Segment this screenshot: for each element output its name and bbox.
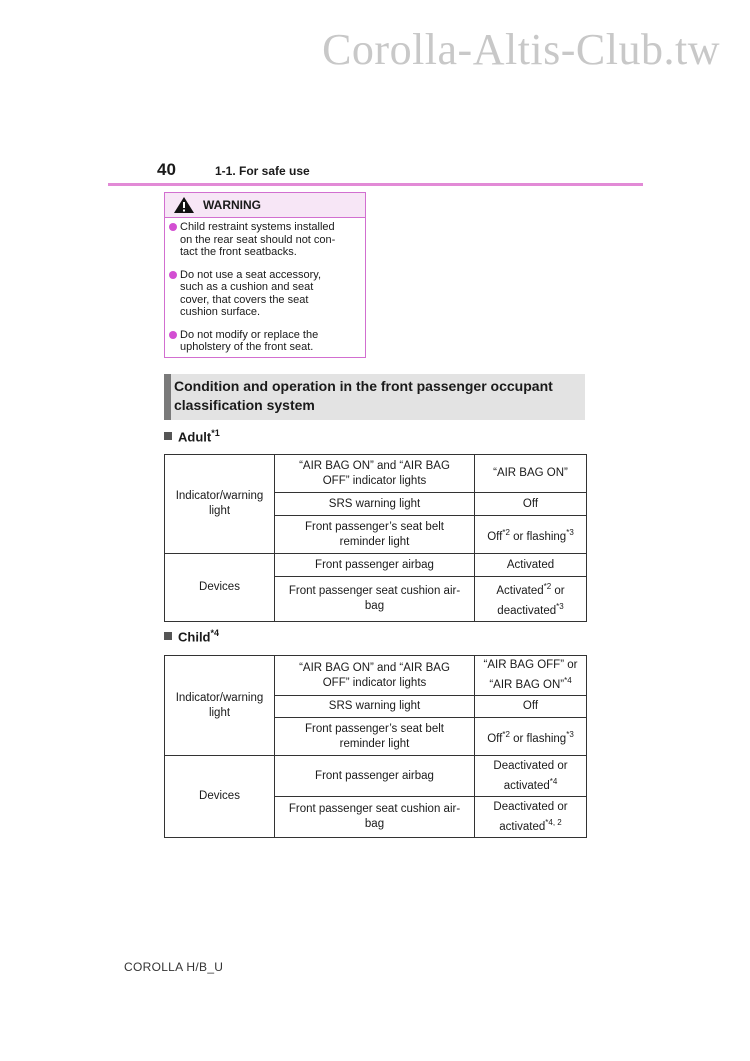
value-cell: Off [475, 493, 587, 516]
table-row [165, 656, 587, 696]
warning-text: Do not use a seat accessory, such as a cushion and seat cover, that covers the seat cushion surface. [180, 268, 322, 318]
page-header [108, 160, 643, 186]
value-cell: Off [475, 696, 587, 718]
value-cell: Off$^{*2}$ or flashing$^{*3}$ [475, 718, 587, 756]
value-cell: Off$^{*2}$ or flashing$^{*3}$ [475, 516, 587, 554]
item-cell: Front passenger seat cushion air- bag [275, 577, 475, 622]
item-cell: SRS warning light [275, 493, 475, 516]
adult-heading: Adult$^{*1}$ [164, 428, 220, 444]
condition-heading: Condition and operation in the front passenger occupant classification system [164, 374, 585, 420]
bullet-icon [169, 331, 177, 339]
adult-table [164, 454, 587, 622]
item-cell: SRS warning light [275, 696, 475, 718]
item-cell: Front passenger airbag [275, 756, 475, 797]
warning-text: Child restraint systems installed on the rear seat should not con- tact the front seatbacks. [180, 221, 336, 258]
value-cell: Deactivated or activated$^{*4, 2}$ [475, 797, 587, 838]
item-cell: “AIR BAG ON” and “AIR BAG OFF” indicator lights [275, 455, 475, 493]
child-table [164, 655, 587, 838]
warning-title: WARNING [203, 198, 261, 212]
group-cell: Indicator/warning light [165, 656, 275, 756]
bullet-icon [169, 271, 177, 279]
item-cell: Front passenger’s seat belt reminder light [275, 718, 475, 756]
bullet-icon [169, 223, 177, 231]
watermark: Corolla-Altis-Club.tw [322, 25, 720, 74]
value-cell: Deactivated or activated$^{*4}$ [475, 756, 587, 797]
item-cell: Front passenger seat cushion air- bag [275, 797, 475, 838]
value-cell: “AIR BAG ON” [475, 455, 587, 493]
value-cell: “AIR BAG OFF” or “AIR BAG ON”$^{*4}$ [475, 656, 587, 696]
table-row [165, 554, 587, 577]
warning-box [164, 192, 366, 358]
value-cell: Activated$^{*2}$ or deactivated$^{*3}$ [475, 577, 587, 622]
square-bullet-icon [164, 432, 172, 440]
table-row [165, 455, 587, 493]
group-cell: Devices [165, 756, 275, 838]
warning-text: Do not modify or replace the upholstery of the front seat. [180, 328, 319, 353]
warning-triangle-icon [173, 196, 195, 214]
square-bullet-icon [164, 632, 172, 640]
value-cell: Activated [475, 554, 587, 577]
item-cell: Front passenger airbag [275, 554, 475, 577]
warning-item [169, 269, 359, 319]
warning-list [165, 218, 365, 354]
group-cell: Indicator/warning light [165, 455, 275, 554]
item-cell: “AIR BAG ON” and “AIR BAG OFF” indicator lights [275, 656, 475, 696]
warning-item [169, 221, 359, 259]
section-label: 1-1. For safe use [215, 164, 310, 178]
warning-item [169, 329, 359, 354]
item-cell: Front passenger’s seat belt reminder light [275, 516, 475, 554]
warning-header [165, 193, 365, 218]
child-heading: Child$^{*4}$ [164, 628, 219, 644]
table-row [165, 756, 587, 797]
group-cell: Devices [165, 554, 275, 622]
page-number: 40 [157, 160, 176, 179]
header-rule [108, 183, 643, 186]
footer-code: COROLLA H/B_U [124, 960, 224, 974]
